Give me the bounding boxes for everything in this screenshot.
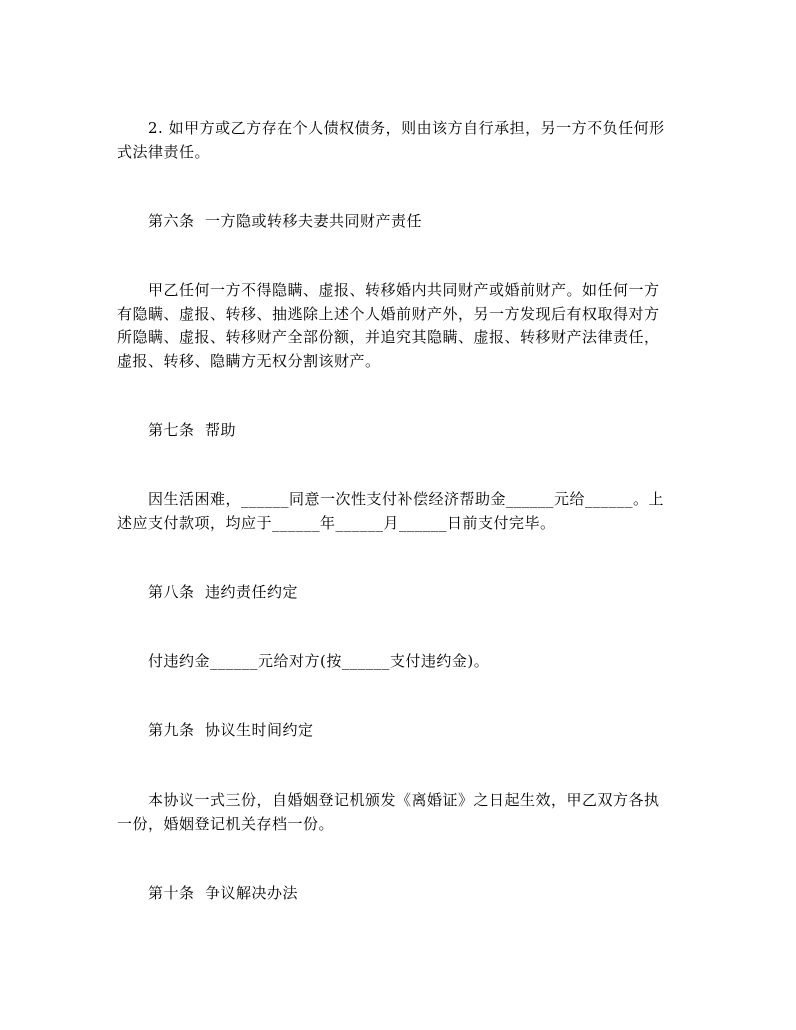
article-6-heading: 第六条 一方隐或转移夫妻共同财产责任 (148, 212, 423, 230)
article-8-heading: 第八条 违约责任约定 (148, 583, 299, 601)
article-7-body-line-1: 因生活困难，______同意一次性支付补偿经济帮助金______元给______。上 (148, 490, 665, 508)
article-6-body-line-2: 有隐瞒、虚报、转移、抽逃除上述个人婚前财产外，另一方发现后有权取得对方 (117, 305, 660, 323)
clause-5-item-2-line-1: 2. 如甲方或乙方存在个人债权债务，则由该方自行承担，另一方不负任何形 (148, 119, 665, 137)
article-8-body-line-1: 付违约金______元给对方(按______支付违约金)。 (148, 652, 490, 670)
article-6-body-line-4: 虚报、转移、隐瞒方无权分割该财产。 (117, 352, 381, 370)
article-9-body-line-1: 本协议一式三份，自婚姻登记机颁发《离婚证》之日起生效，甲乙双方各执 (148, 791, 660, 809)
article-7-body-line-2: 述应支付款项，均应于______年______月______日前支付完毕。 (117, 514, 556, 532)
article-10-heading: 第十条 争议解决办法 (148, 884, 299, 902)
article-6-body-line-1: 甲乙任何一方不得隐瞒、虚报、转移婚内共同财产或婚前财产。如任何一方 (148, 281, 660, 299)
article-9-heading: 第九条 协议生时间约定 (148, 721, 314, 739)
article-9-body-line-2: 一份，婚姻登记机关存档一份。 (117, 815, 335, 833)
article-7-heading: 第七条 帮助 (148, 421, 237, 439)
clause-5-item-2-line-2: 式法律责任。 (117, 143, 211, 161)
article-6-body-line-3: 所隐瞒、虚报、转移财产全部份额，并追究其隐瞒、虚报、转移财产法律责任， (117, 328, 660, 346)
